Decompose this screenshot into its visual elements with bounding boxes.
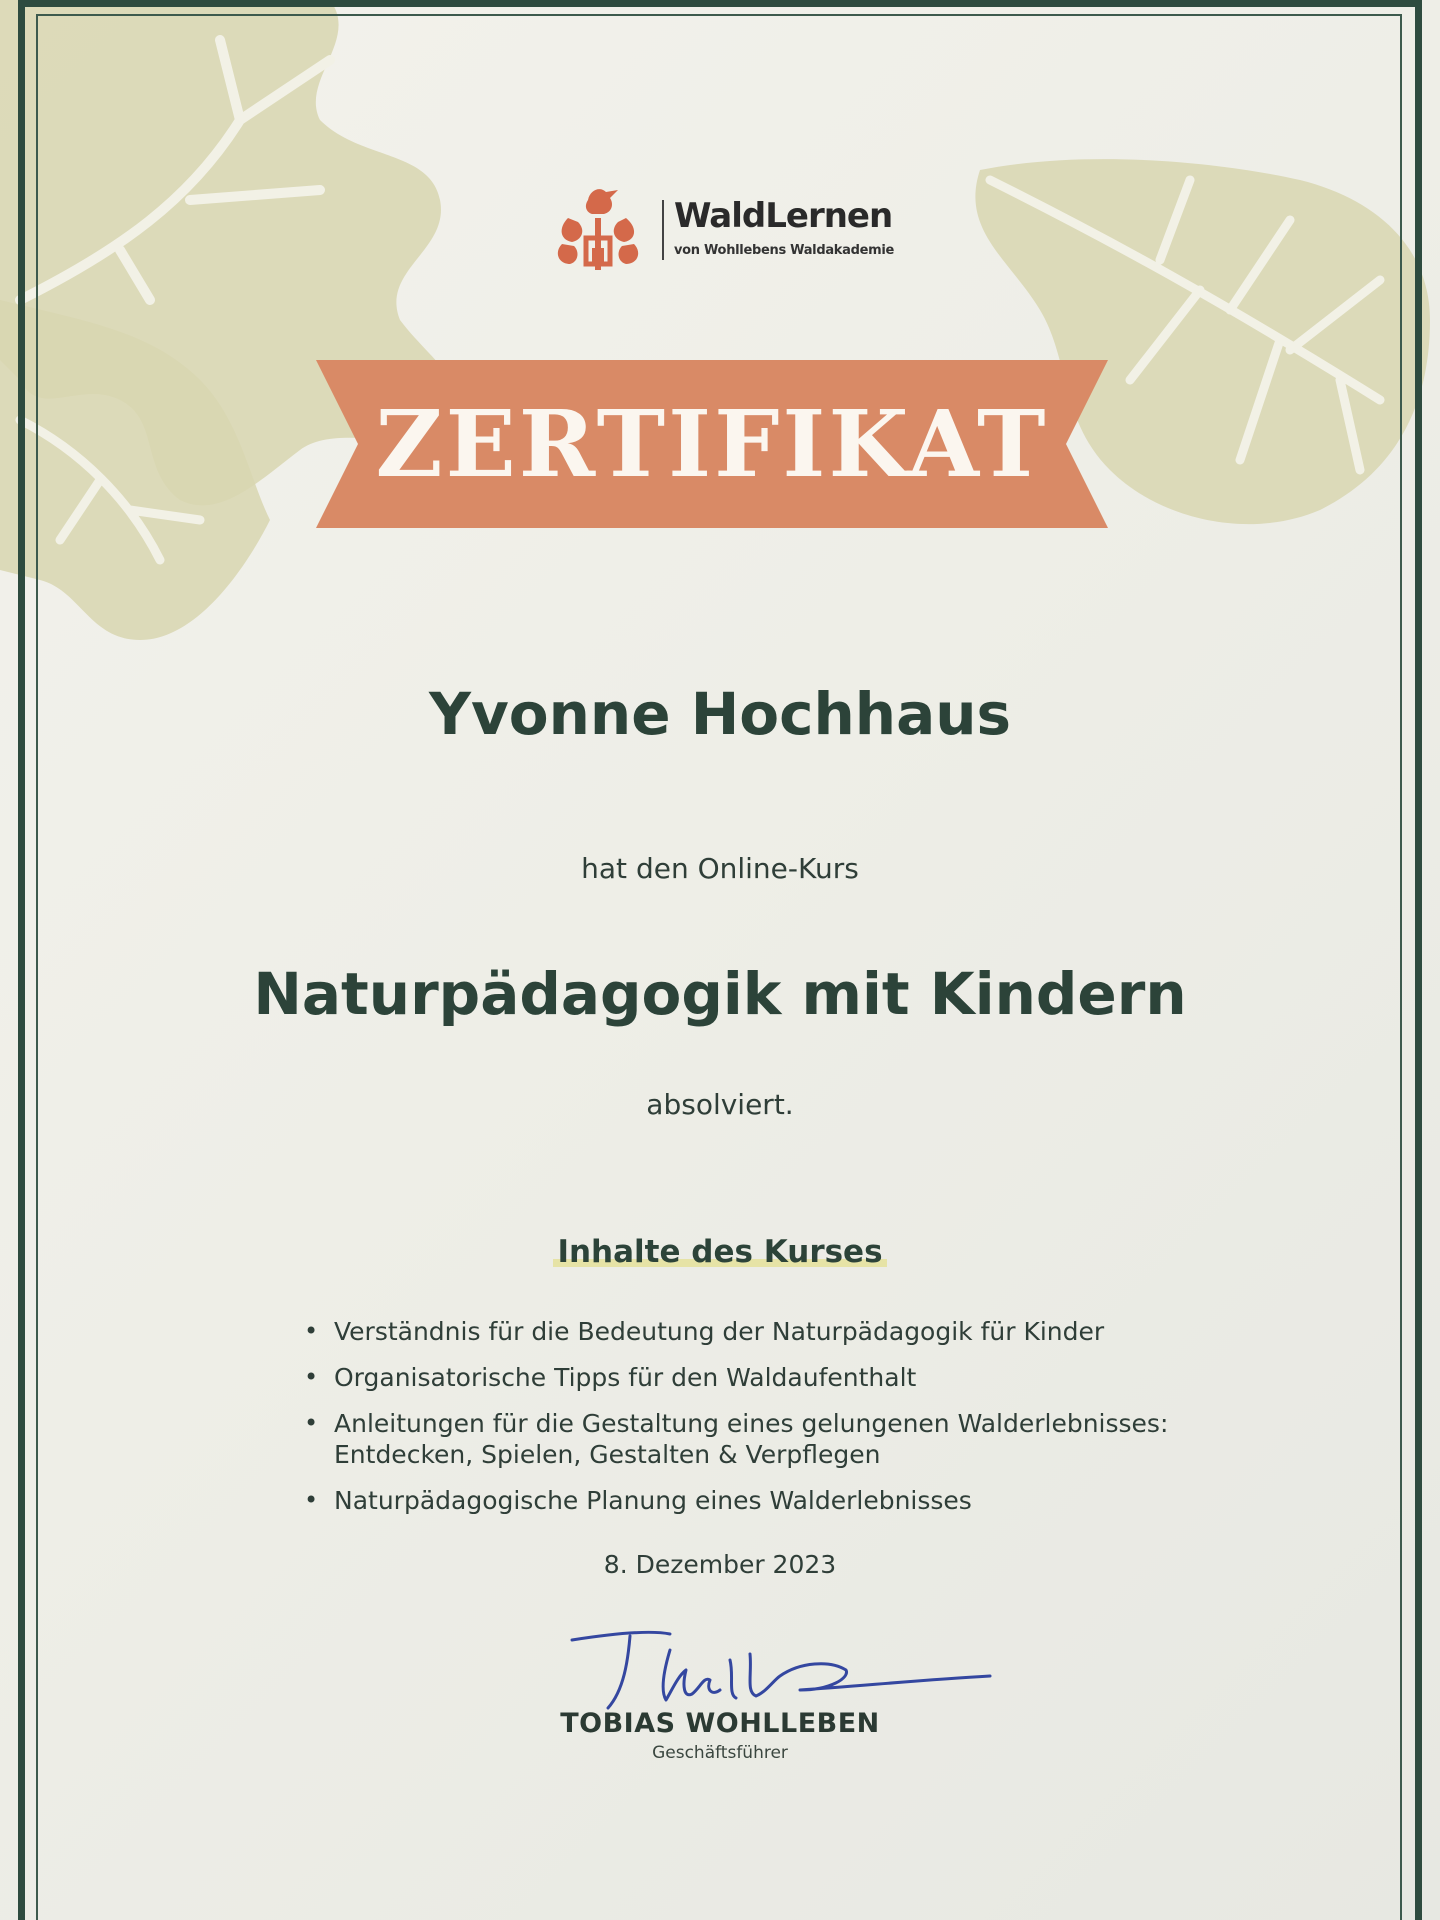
contents-heading: Inhalte des Kurses <box>553 1234 886 1270</box>
intro-text: hat den Online-Kurs <box>581 852 859 885</box>
list-item: • Verständnis für die Bedeutung der Naturpädagogik für Kinder <box>300 1316 1200 1347</box>
list-item: • Organisatorische Tipps für den Waldaufenthalt <box>300 1362 1200 1393</box>
completion-text: absolviert. <box>646 1088 794 1121</box>
contents-heading-wrap <box>0 1234 1440 1270</box>
course-title: Naturpädagogik mit Kindern <box>253 960 1187 1028</box>
course-contents-list <box>300 1316 1200 1531</box>
logo-divider <box>662 200 664 260</box>
signer-name: TOBIAS WOHLLEBEN <box>560 1708 880 1739</box>
recipient-name: Yvonne Hochhaus <box>428 680 1012 748</box>
bird-tree-logo-icon <box>548 178 648 278</box>
issue-date: 8. Dezember 2023 <box>603 1550 837 1579</box>
brand-name: WaldLernen <box>674 196 893 236</box>
signer-role: Geschäftsführer <box>652 1743 788 1763</box>
list-item: • Anleitungen für die Gestaltung eines gelungenen Walderlebnisses: Entdecken, Spielen, Gestalten & Verpflegen <box>300 1408 1200 1470</box>
brand-tagline: von Wohllebens Waldakademie <box>674 243 895 258</box>
waldlernen-logo <box>548 178 908 278</box>
certificate-title: ZERTIFIKAT <box>375 390 1049 498</box>
list-item: • Naturpädagogische Planung eines Walderlebnisses <box>300 1485 1200 1516</box>
